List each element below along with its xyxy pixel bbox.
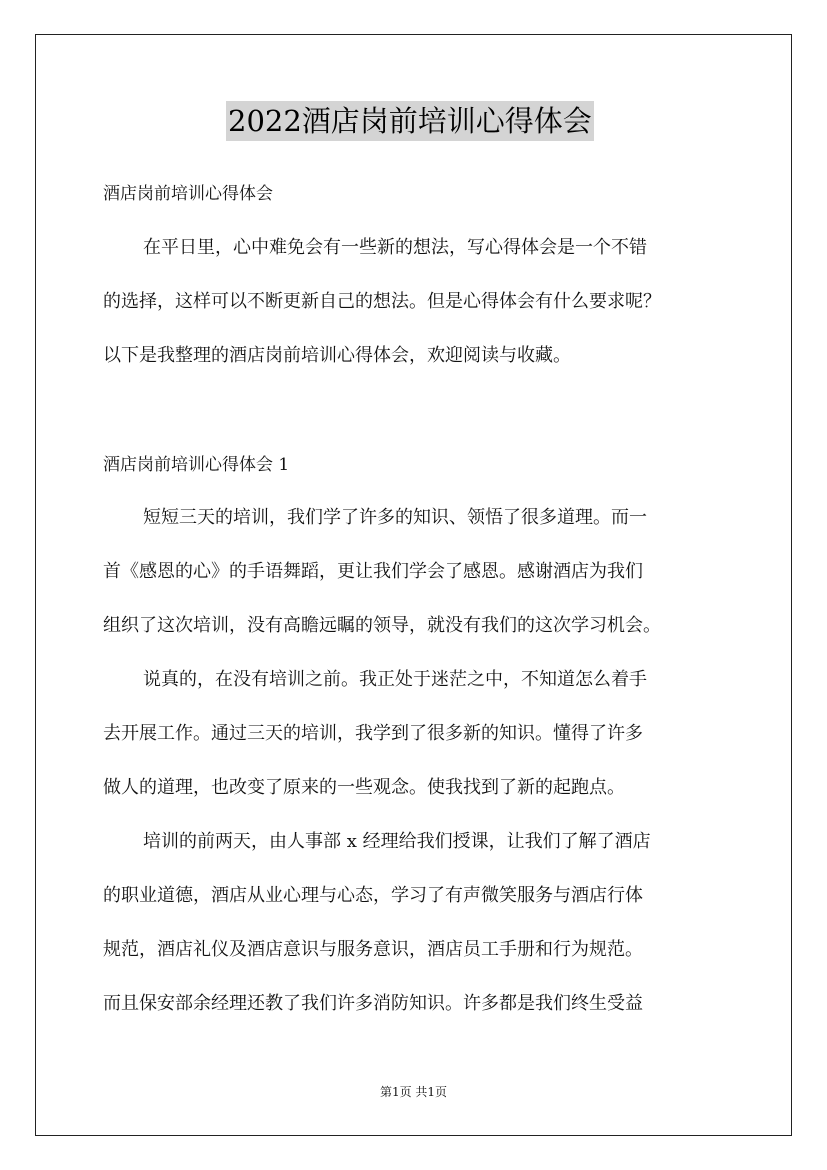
paragraph-line: 短短三天的培训，我们学了许多的知识、领悟了很多道理。而一 <box>143 507 647 528</box>
subtitle-heading: 酒店岗前培训心得体会 <box>103 184 273 204</box>
paragraph-line: 做人的道理，也改变了原来的一些观念。使我找到了新的起跑点。 <box>103 777 625 798</box>
paragraph-line: 组织了这次培训，没有高瞻远瞩的领导，就没有我们的这次学习机会。 <box>103 615 661 636</box>
section-heading: 酒店岗前培训心得体会 1 <box>103 455 290 475</box>
paragraph-line: 规范，酒店礼仪及酒店意识与服务意识，酒店员工手册和行为规范。 <box>103 939 643 960</box>
paragraph-line: 去开展工作。通过三天的培训，我学到了很多新的知识。懂得了许多 <box>103 723 643 744</box>
paragraph-line: 说真的，在没有培训之前。我正处于迷茫之中，不知道怎么着手 <box>143 669 647 690</box>
document-title: 2022酒店岗前培训心得体会 <box>226 101 594 141</box>
intro-line: 在平日里，心中难免会有一些新的想法，写心得体会是一个不错 <box>143 237 647 258</box>
page-number-footer: 第1页 共1页 <box>379 1085 448 1099</box>
paragraph-line: 的职业道德，酒店从业心理与心态，学习了有声微笑服务与酒店行体 <box>103 885 643 906</box>
paragraph-line: 培训的前两天，由人事部 x 经理给我们授课，让我们了解了酒店 <box>143 831 651 852</box>
paragraph-line: 首《感恩的心》的手语舞蹈，更让我们学会了感恩。感谢酒店为我们 <box>103 561 643 582</box>
intro-line: 的选择，这样可以不断更新自己的想法。但是心得体会有什么要求呢？ <box>103 291 661 312</box>
paragraph-line: 而且保安部余经理还教了我们许多消防知识。许多都是我们终生受益 <box>103 993 643 1014</box>
intro-line: 以下是我整理的酒店岗前培训心得体会，欢迎阅读与收藏。 <box>103 345 571 366</box>
